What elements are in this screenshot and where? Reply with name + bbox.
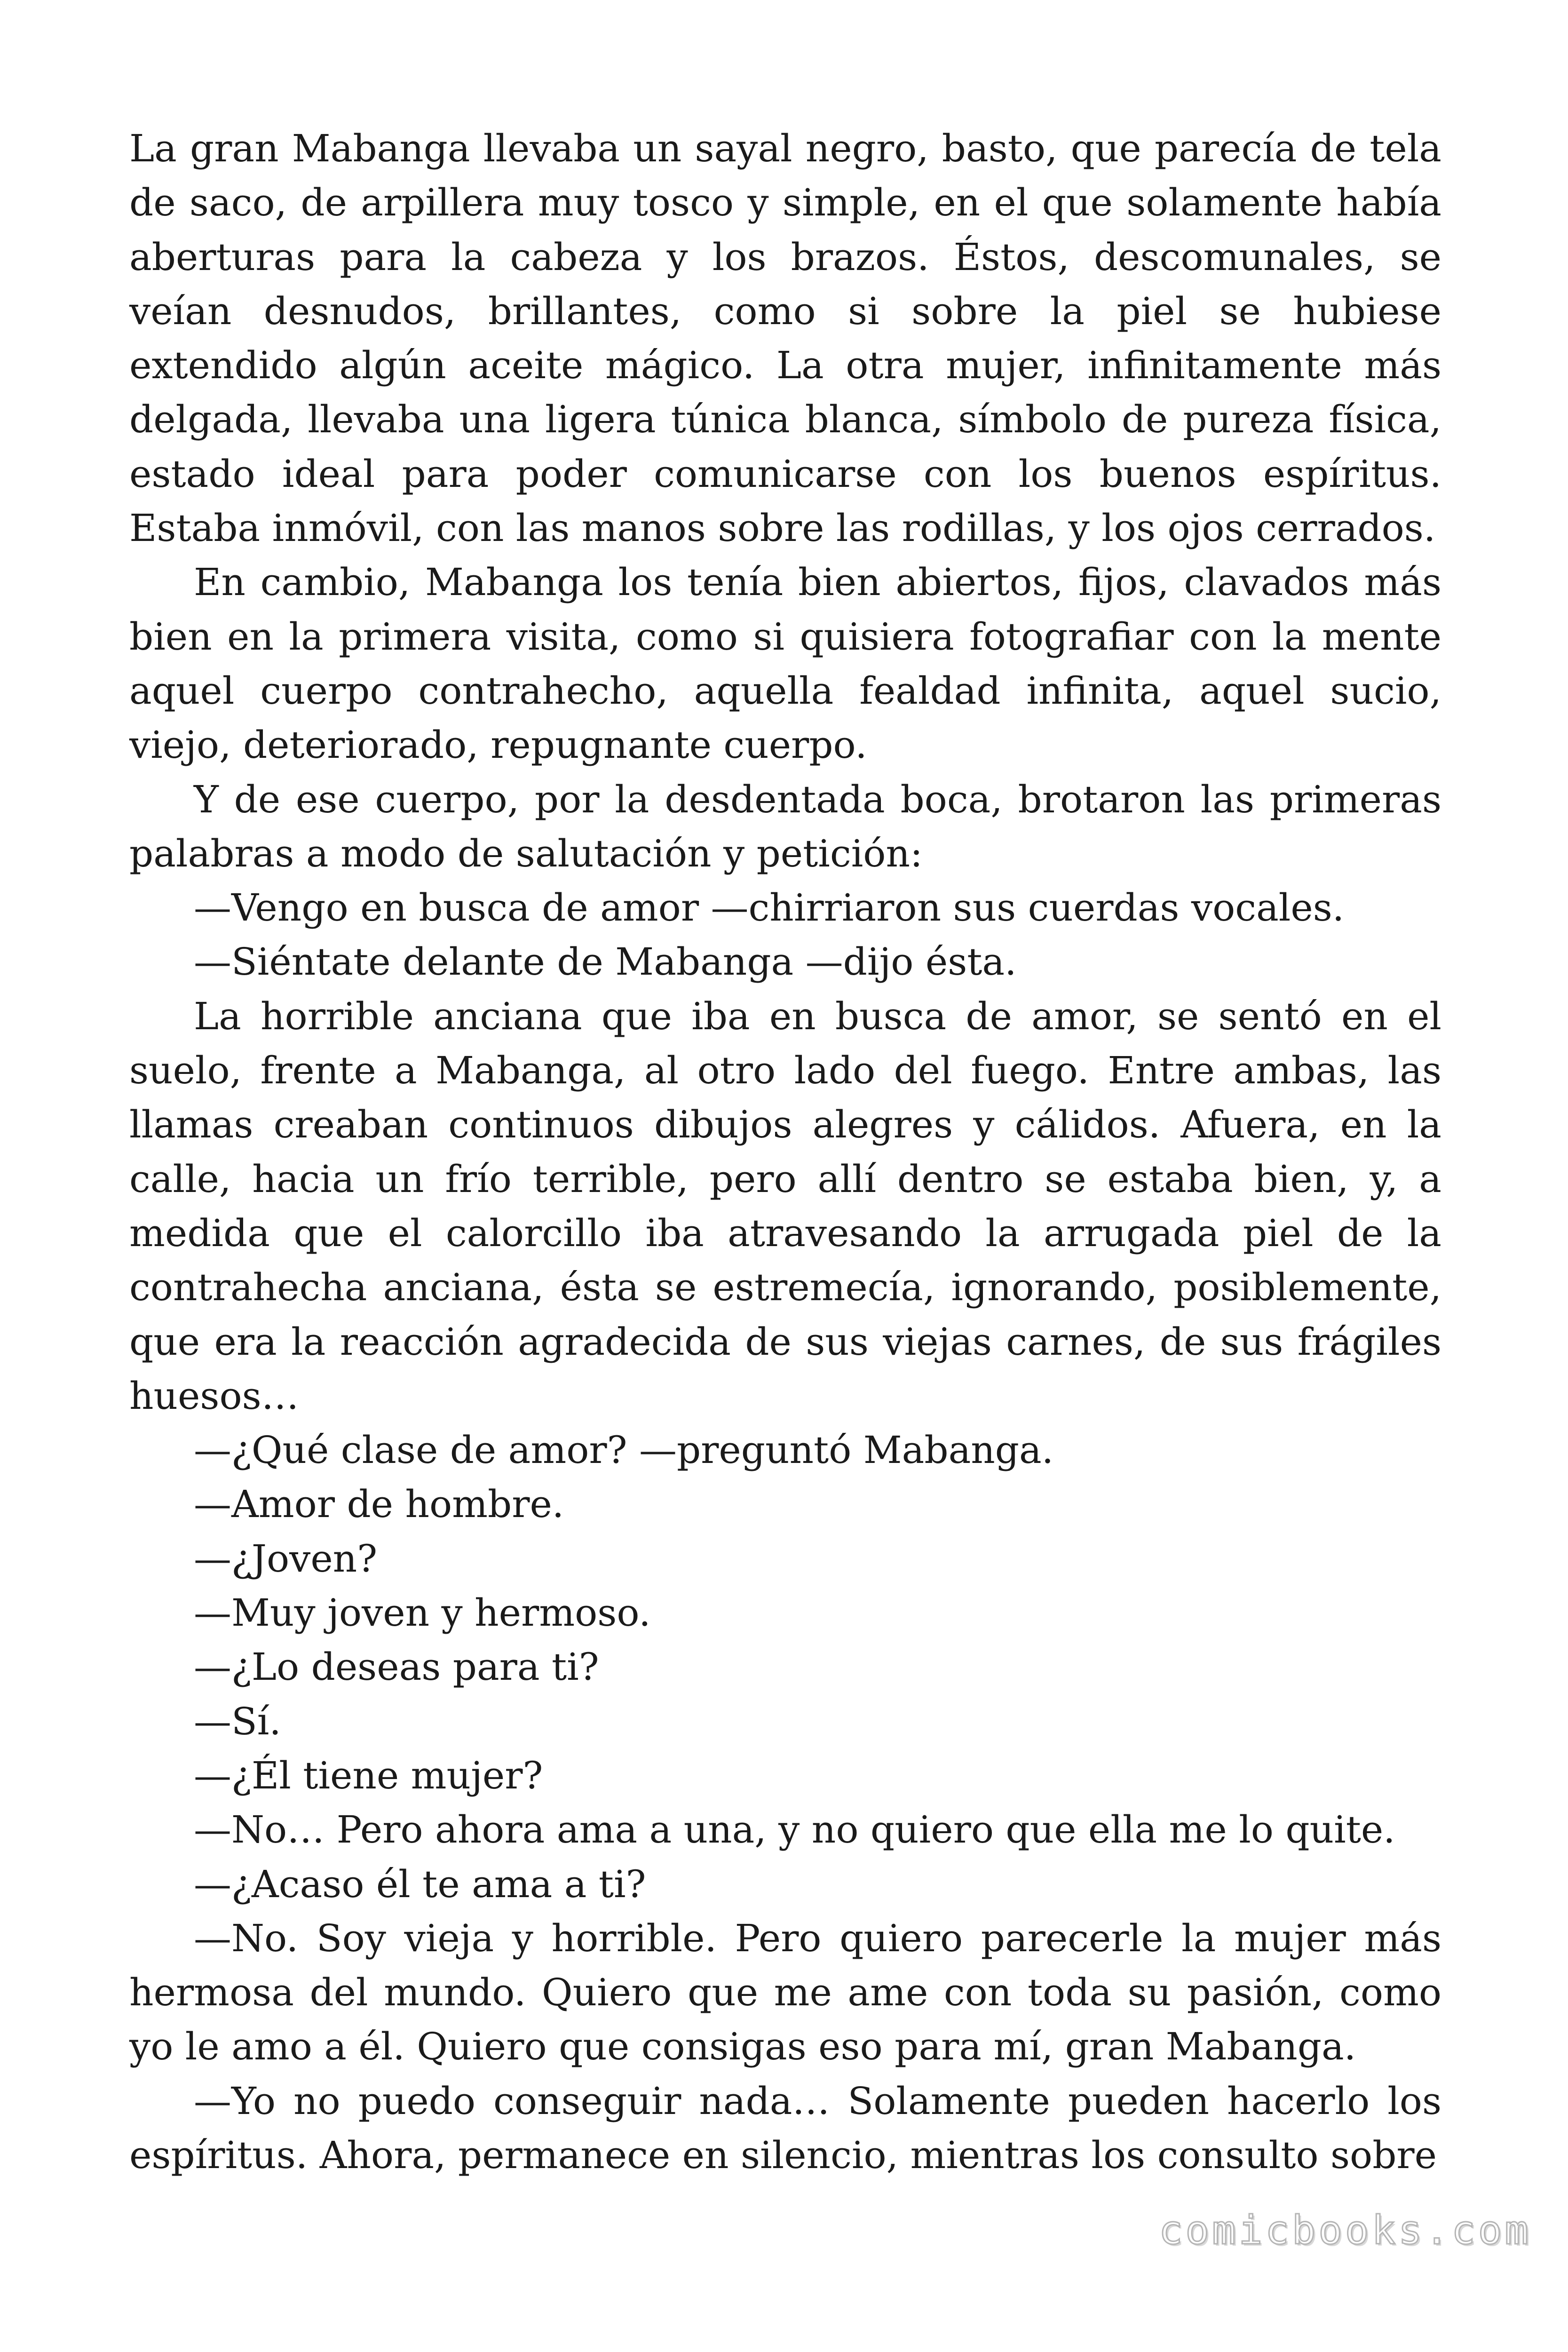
dialogue-line: —¿Joven?	[194, 1536, 378, 1581]
dialogue-line: —No. Soy vieja y horrible. Pero quiero parecerle la mujer más hermosa del mundo. Quiero que me ame con toda su pasión, como yo le amo a él. Quiero que consigas eso para mí, gran Mabanga.	[129, 1916, 1441, 2069]
dialogue-line: —Sí.	[194, 1699, 281, 1743]
dialogue-line: —No… Pero ahora ama a una, y no quiero que ella me lo quite.	[194, 1808, 1395, 1852]
dialogue-line: —Vengo en busca de amor —chirriaron sus cuerdas vocales.	[194, 886, 1345, 930]
dialogue-line: —¿Acaso él te ama a ti?	[194, 1862, 646, 1906]
paragraph-3: Y de ese cuerpo, por la desdentada boca, brotaron las primeras palabras a modo de salutación y petición:	[129, 777, 1441, 875]
dialogue-line: —Amor de hombre.	[194, 1482, 564, 1526]
dialogue-line: —¿Él tiene mujer?	[194, 1753, 543, 1797]
watermark: comicbooks.com	[1158, 2207, 1531, 2253]
dialogue-line: —Yo no puedo conseguir nada… Solamente pueden hacerlo los espíritus. Ahora, permanece en silencio, mientras los consulto sobre	[129, 2079, 1441, 2177]
dialogue-line: —Muy joven y hermoso.	[194, 1591, 651, 1635]
body-text	[129, 121, 1441, 2182]
paragraph-2: En cambio, Mabanga los tenía bien abiertos, fijos, clavados más bien en la primera visita, como si quisiera fotografiar con la mente aquel cuerpo contrahecho, aquella fealdad infinita, aquel sucio, viejo, deteriorado, repugnante cuerpo.	[129, 560, 1441, 767]
paragraph-6: La horrible anciana que iba en busca de amor, se sentó en el suelo, frente a Mabanga, al otro lado del fuego. Entre ambas, las llamas creaban continuos dibujos alegres y cálidos. Afuera, en la calle, hacia un frío terrible, pero allí dentro se estaba bien, y, a medida que el calorcillo iba atravesando la arrugada piel de la contrahecha anciana, ésta se estremecía, ignorando, posiblemente, que era la reacción agradecida de sus viejas carnes, de sus frágiles huesos…	[129, 994, 1441, 1418]
dialogue-line: —¿Lo deseas para ti?	[194, 1645, 599, 1689]
dialogue-line: —¿Qué clase de amor? —preguntó Mabanga.	[194, 1428, 1054, 1472]
dialogue-line: —Siéntate delante de Mabanga —dijo ésta.	[194, 940, 1017, 984]
paragraph-1: La gran Mabanga llevaba un sayal negro, basto, que parecía de tela de saco, de arpillera muy tosco y simple, en el que solamente había aberturas para la cabeza y los brazos. Éstos, descomunales, se veían desnudos, brillantes, como si sobre la piel se hubiese extendido algún aceite mágico. La otra mujer, infinitamente más delgada, llevaba una ligera túnica blanca, símbolo de pureza física, estado ideal para poder comunicarse con los buenos espíritus. Estaba inmóvil, con las manos sobre las rodillas, y los ojos cerrados.	[129, 127, 1441, 550]
